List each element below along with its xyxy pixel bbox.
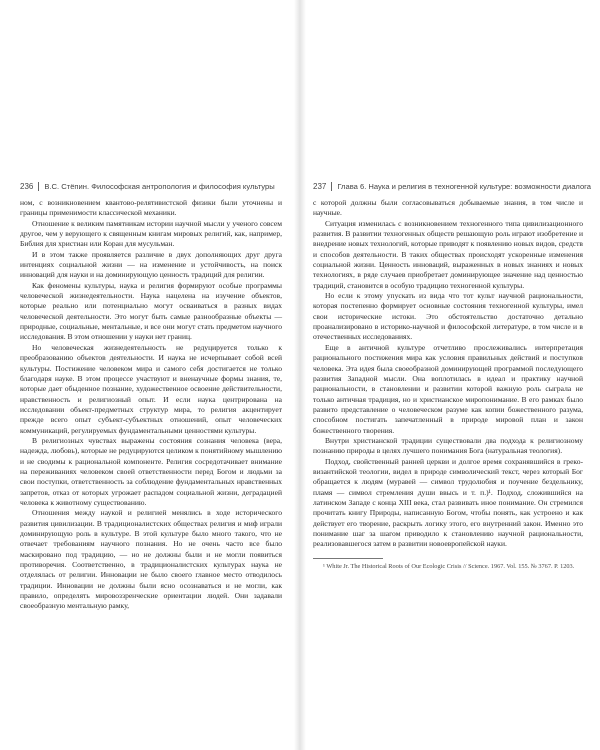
paragraph: Ситуация изменилась с возникновением техногенного типа цивилизационного развития. В развитии техногенных обществ решающую роль играют изобретение и внедрение новых технологий, которые приводят к появлению новых видов, средств и способов деятельности. В таких обществах происходят ускоренные изменения социальной жизни. Ценность инноваций, выраженных в новых знаниях и новых технологиях, в ряде случаев приобретает доминирующее значение над ценностью традиций, становится в особую традицию техногенной культуры.	[313, 218, 583, 290]
paragraph: Отношения между наукой и религией менялись в ходе исторического развития цивилизации. В традиционалистских обществах религия и миф играли доминирующую роль в культуре. В этой культуре было много такого, что не отвечает требованиям научного познания. Но не очень часто все было маскировано под традицию, — но не должны были и не могли появиться противоречия. Соответственно, в традиционалистских культурах наука не отделялась от религии. Инновации не было своего главное место отводилось традиции. Инновации не должны были ясно осознаваться и не могли, как правило, определять мировоззренческие ориентации людей. Они задавали своеобразную ментальную рамку,	[20, 508, 282, 611]
left-header-title: В.С. Стёпин. Философская антропология и философия культуры	[44, 181, 275, 191]
paragraph: Но человеческая жизнедеятельность не редуцируется только к преобразованию объектов деятельности. И наука не исчерпывает собой всей культуры. Постижение человеком мира и самого себя достигается не только благодаря науке. В этом процессе участвуют и вненаучные формы знания, те, которые дает обыденное познание, художественное освоение действительности, нравственность и религиозный опыт. И если наука центрирована на исследовании объект-предметных структур мира, то религия акцентирует прежде всего опыт субъект-субъектных отношений, опыт человеческих коммуникаций, регулируемых фундаментальными ценностями культуры.	[20, 342, 282, 435]
paragraph: Но если к этому упускать из вида что тот культ научной рациональности, которая постепенно формирует основные состояния техногенной культуры, имел свои исторические истоки. Это обстоятельство достаточно детально проанализировано в историко-научной и философской литературе, в том числе и в отечественных исследованиях.	[313, 291, 583, 342]
header-separator	[331, 182, 332, 191]
left-body-text	[20, 198, 282, 612]
paragraph: В религиозных чувствах выражены состояния сознания человека (вера, надежда, любовь), которые не редуцируются целиком к понятийному мышлению и не сводимы к рациональной компоненте. Религия сосредотачивает внимание на переживаниях человеком своей ответственности перед Богом и людьми за свои поступки, ответственность за соблюдение фундаментальных нравственных запретов, отказ от которых угрожает распадом социальной жизни, деградацией человека к животному существованию.	[20, 435, 282, 507]
paragraph: Еще в античной культуре отчетливо прослеживались интерпретация рационального постижения мира как условия правильных действий и поступков человека. Эта идея была своеобразной доминирующей программой последующего развития Западной мысли. Она воплотилась в идеал и практику научной рациональности, в становлении и развитии которой важную роль сыграла не только античная традиция, но и христианское миропонимание. В его рамках было развито представление о человеческом разуме как копии божественного разума, способном постигать запечатленный в природе мировой план и закон божественного творения.	[313, 342, 583, 435]
right-body-text	[313, 198, 583, 550]
paragraph: ном, с возникновением квантово-релятивистской физики были уточнены и границы применимости классической механики.	[20, 198, 282, 218]
paragraph: с которой должны были согласовываться добываемые знания, в том числе и научные.	[313, 198, 583, 218]
left-running-header	[20, 180, 275, 192]
footnote: ¹ White Jr. The Historical Roots of Our Ecologic Crisis // Science. 1967. Vol. 155. № 3767. P. 1203.	[323, 563, 575, 570]
right-header-title: Глава 6. Наука и религия в техногенной культуре: возможности диалога	[337, 181, 591, 191]
right-running-header	[313, 180, 591, 192]
right-page-number: 237	[313, 181, 327, 191]
book-gutter	[294, 0, 306, 750]
left-page-number: 236	[20, 181, 34, 191]
paragraph: Подход, свойственный ранней церкви и долгое время сохранявшийся в греко-византийской теологии, видел в природе символический текст, через который Бог обращается к людям (муравей — символ трудолюбия и поучение бездельнику, пламя — символ стремления души ввысь и т. п.)¹. Подход, сложившийся на латинском Западе с конца XIII века, стал развивать иное понимание. Он стремился прочитать книгу Природы, написанную Богом, чтобы понять, как устроено и как действует его творение, раскрыть логику этого, его внутренний закон. Именно это понимание шаг за шагом приводило к становлению научной рациональности, реализовавшегося затем в развитии новоевропейской науки.	[313, 456, 583, 549]
paragraph: Внутри христианской традиции существовали два подхода к религиозному познанию природы в целях лучшего понимания Бога (натуральная теология).	[313, 435, 583, 456]
footnote-rule	[313, 558, 383, 559]
paragraph: Отношение к великим памятникам истории научной мысли у ученого совсем другое, чем у верующего к священным книгам мировых религий, как, например, Библия для христиан или Коран для мусульман.	[20, 218, 282, 249]
paragraph: Как феномены культуры, наука и религия формируют особые программы человеческой жизнедеятельности. Наука нацелена на изучение объектов, которые реально или потенциально могут осваиваться в разных видах человеческой деятельности. Это могут быть самые разнообразные объекты — природные, социальные, ментальные, и все они могут стать предметом научного исследования. В этом отношении у науки нет границ.	[20, 280, 282, 342]
right-page	[300, 0, 600, 750]
paragraph: И в этом также проявляется различие в двух дополняющих друг друга интенциях социальной жизни — на изменение и устойчивость, на поиск инноваций для науки и на доминирующую ценность традиций для религии.	[20, 249, 282, 280]
header-separator	[38, 182, 39, 191]
